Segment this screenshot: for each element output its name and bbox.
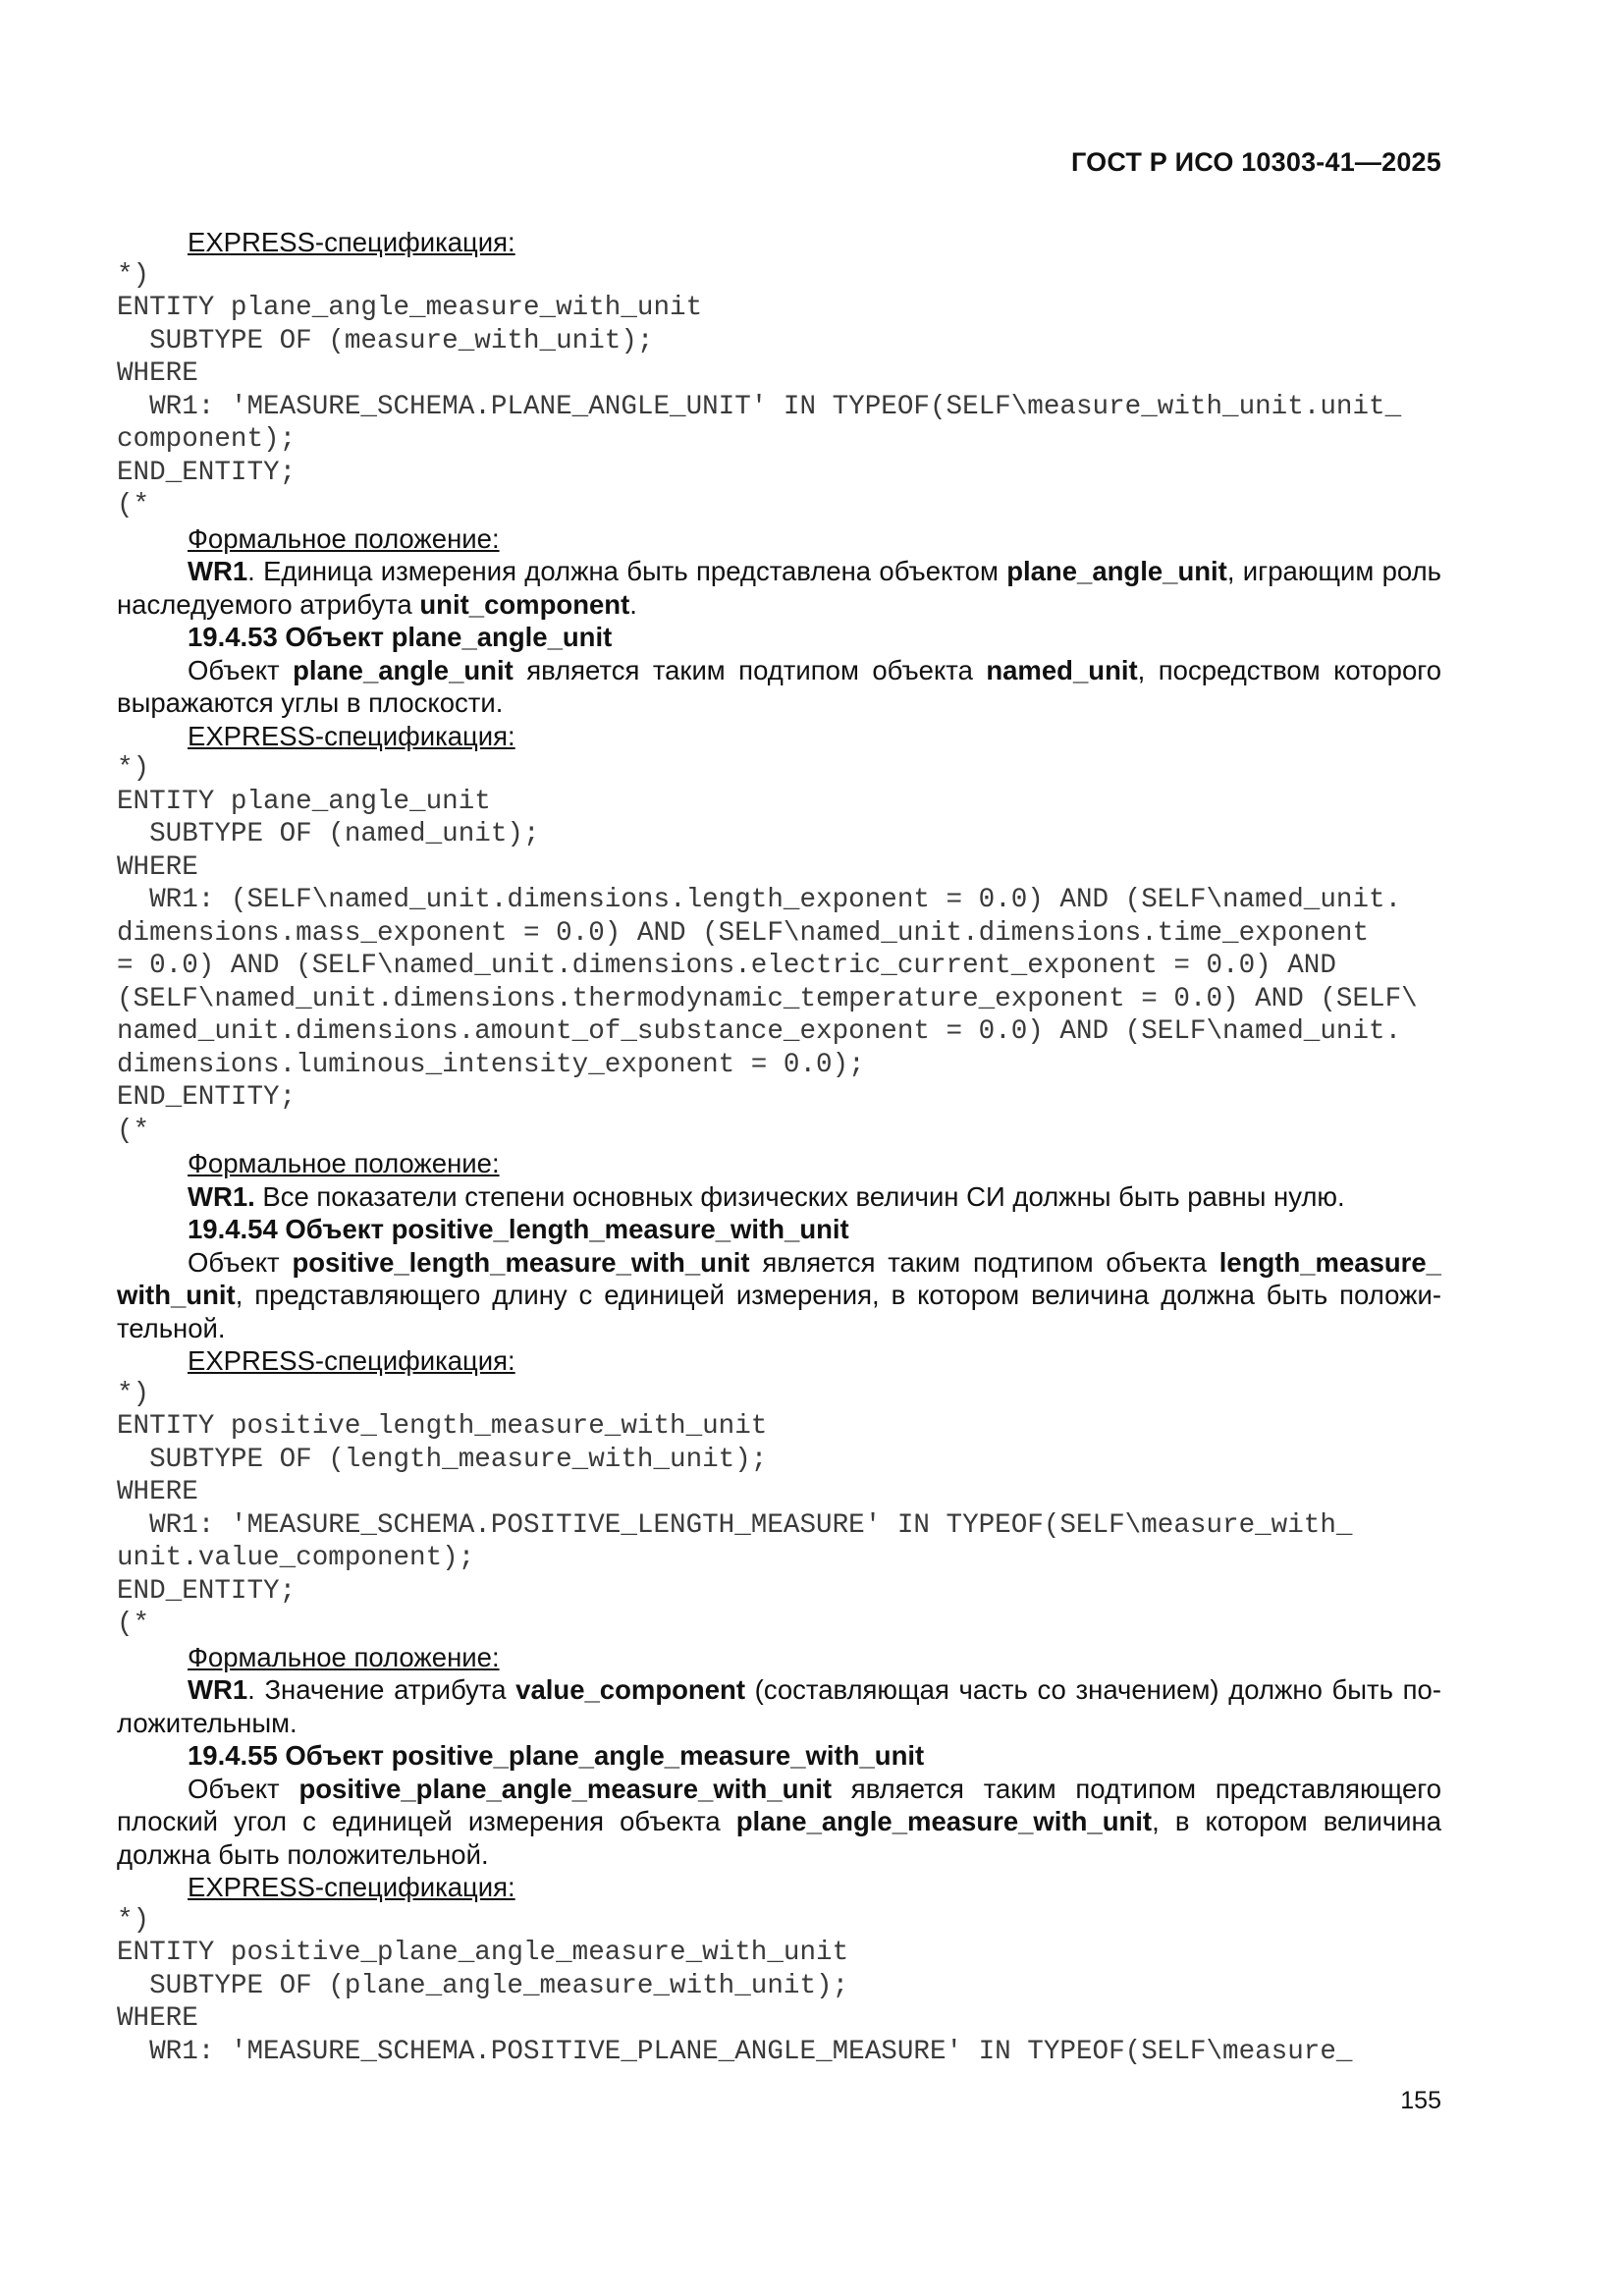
- clause-description: [117, 1246, 1441, 1345]
- clause-description: [117, 654, 1441, 720]
- rule-paragraph: [117, 1673, 1441, 1739]
- rule-text: . Единица измерения должна быть представлена объектом: [247, 556, 1007, 586]
- rule-text: . Значение атрибута: [247, 1674, 516, 1705]
- rule-id: WR1: [188, 1674, 248, 1705]
- desc-term: positive_length_measure_with_unit: [292, 1246, 750, 1278]
- page-number: 155: [1400, 2087, 1441, 2114]
- rule-paragraph: [117, 1180, 1441, 1214]
- express-spec-label: EXPRESS-спецификация:: [188, 1872, 515, 1902]
- clause-heading: 19.4.55 Объект positive_plane_angle_measure_with_unit: [188, 1740, 925, 1771]
- clause-heading: 19.4.53 Объект plane_angle_unit: [188, 622, 613, 652]
- desc-term: plane_angle_measure_with_unit: [735, 1806, 1153, 1836]
- rule-paragraph: [117, 555, 1441, 621]
- express-spec-label: EXPRESS-спецификация:: [188, 1345, 515, 1376]
- express-code-block: ENTITY plane_angle_measure_with_unit SUBTYPE OF (measure_with_unit); WHERE WR1: 'MEASURE_SCHEMA.PLANE_ANGLE_UNIT' IN TYPEOF(SELF\measure_with_unit.unit_ component); END_ENTITY;: [117, 293, 1402, 488]
- rule-term: value_component: [515, 1674, 745, 1705]
- code-open-marker: *): [117, 259, 150, 291]
- formal-provision-label: Формальное положение:: [188, 1148, 500, 1178]
- rule-text: Все показатели степени основных физических величин СИ должны быть равны нулю.: [254, 1180, 1345, 1212]
- clause-heading: 19.4.54 Объект positive_length_measure_with_unit: [188, 1214, 849, 1244]
- desc-term: named_unit: [986, 654, 1138, 685]
- code-close-marker: (*: [117, 1115, 150, 1146]
- express-code-block: ENTITY positive_length_measure_with_unit SUBTYPE OF (length_measure_with_unit); WHERE WR1: 'MEASURE_SCHEMA.POSITIVE_LENGTH_MEASURE' IN TYPEOF(SELF\measure_with_ unit.value_component); END_ENTITY;: [117, 1411, 1353, 1607]
- desc-text: , посредством которого выражаются углы в плоскости.: [117, 654, 1441, 718]
- desc-text: Объект: [188, 1246, 293, 1278]
- rule-text: (составляющая часть со значением) должно быть по- ложительным.: [117, 1674, 1442, 1738]
- clause-description: [117, 1773, 1441, 1872]
- document-header: ГОСТ Р ИСО 10303-41—2025: [1071, 147, 1441, 177]
- desc-text: является таким подтипом объекта: [513, 654, 987, 685]
- desc-term: length_measure_ with_unit: [117, 1246, 1441, 1310]
- desc-text: является таким подтипом объекта: [749, 1246, 1219, 1278]
- rule-term: plane_angle_unit: [1006, 556, 1227, 586]
- desc-text: , представляющего длину с единицей измерения, в котором величина должна быть положи- тельной.: [117, 1280, 1441, 1343]
- code-open-marker: *): [117, 1904, 150, 1936]
- desc-text: , в котором величина должна быть положительной.: [117, 1806, 1441, 1870]
- code-close-marker: (*: [117, 1609, 150, 1639]
- code-open-marker: *): [117, 1378, 150, 1409]
- rule-text: .: [629, 588, 637, 620]
- rule-term: unit_component: [419, 588, 630, 620]
- document-body: [117, 226, 1441, 2068]
- desc-term: plane_angle_unit: [293, 654, 514, 685]
- rule-id: WR1: [188, 556, 248, 586]
- formal-provision-label: Формальное положение:: [188, 1641, 500, 1672]
- express-code-block: ENTITY positive_plane_angle_measure_with_unit SUBTYPE OF (plane_angle_measure_with_unit); WHERE WR1: 'MEASURE_SCHEMA.POSITIVE_PLANE_ANGLE_MEASURE' IN TYPEOF(SELF\measure_: [117, 1938, 1353, 2067]
- desc-term: positive_plane_angle_measure_with_unit: [298, 1773, 833, 1804]
- desc-text: является таким подтипом представляющего плоский угол с единицей измерения объекта: [117, 1773, 1441, 1836]
- rule-text: , играющим роль наследуемого атрибута: [117, 556, 1441, 620]
- express-spec-label: EXPRESS-спецификация:: [188, 720, 515, 751]
- desc-text: Объект: [188, 1773, 299, 1804]
- code-close-marker: (*: [117, 490, 150, 520]
- express-code-block: ENTITY plane_angle_unit SUBTYPE OF (named_unit); WHERE WR1: (SELF\named_unit.dimensions.length_exponent = 0.0) AND (SELF\named_unit. dimensions.mass_exponent = 0.0) AND (SELF\named_unit.dimensions.time_exponent = 0.0) AND (SELF\named_unit.dimensions.electric_current_exponent = 0.0) AND (SELF\named_unit.dimensions.thermodynamic_temperature_exponent = 0.0) AND (SELF\ named_unit.dimensions.amount_of_substance_exponent = 0.0) AND (SELF\named_unit. dimensions.luminous_intensity_exponent = 0.0); END_ENTITY;: [117, 786, 1418, 1113]
- formal-provision-label: Формальное положение:: [188, 522, 500, 554]
- desc-text: Объект: [188, 654, 294, 685]
- code-open-marker: *): [117, 753, 150, 784]
- rule-id: WR1.: [188, 1180, 255, 1212]
- express-spec-label: EXPRESS-спецификация:: [188, 227, 515, 257]
